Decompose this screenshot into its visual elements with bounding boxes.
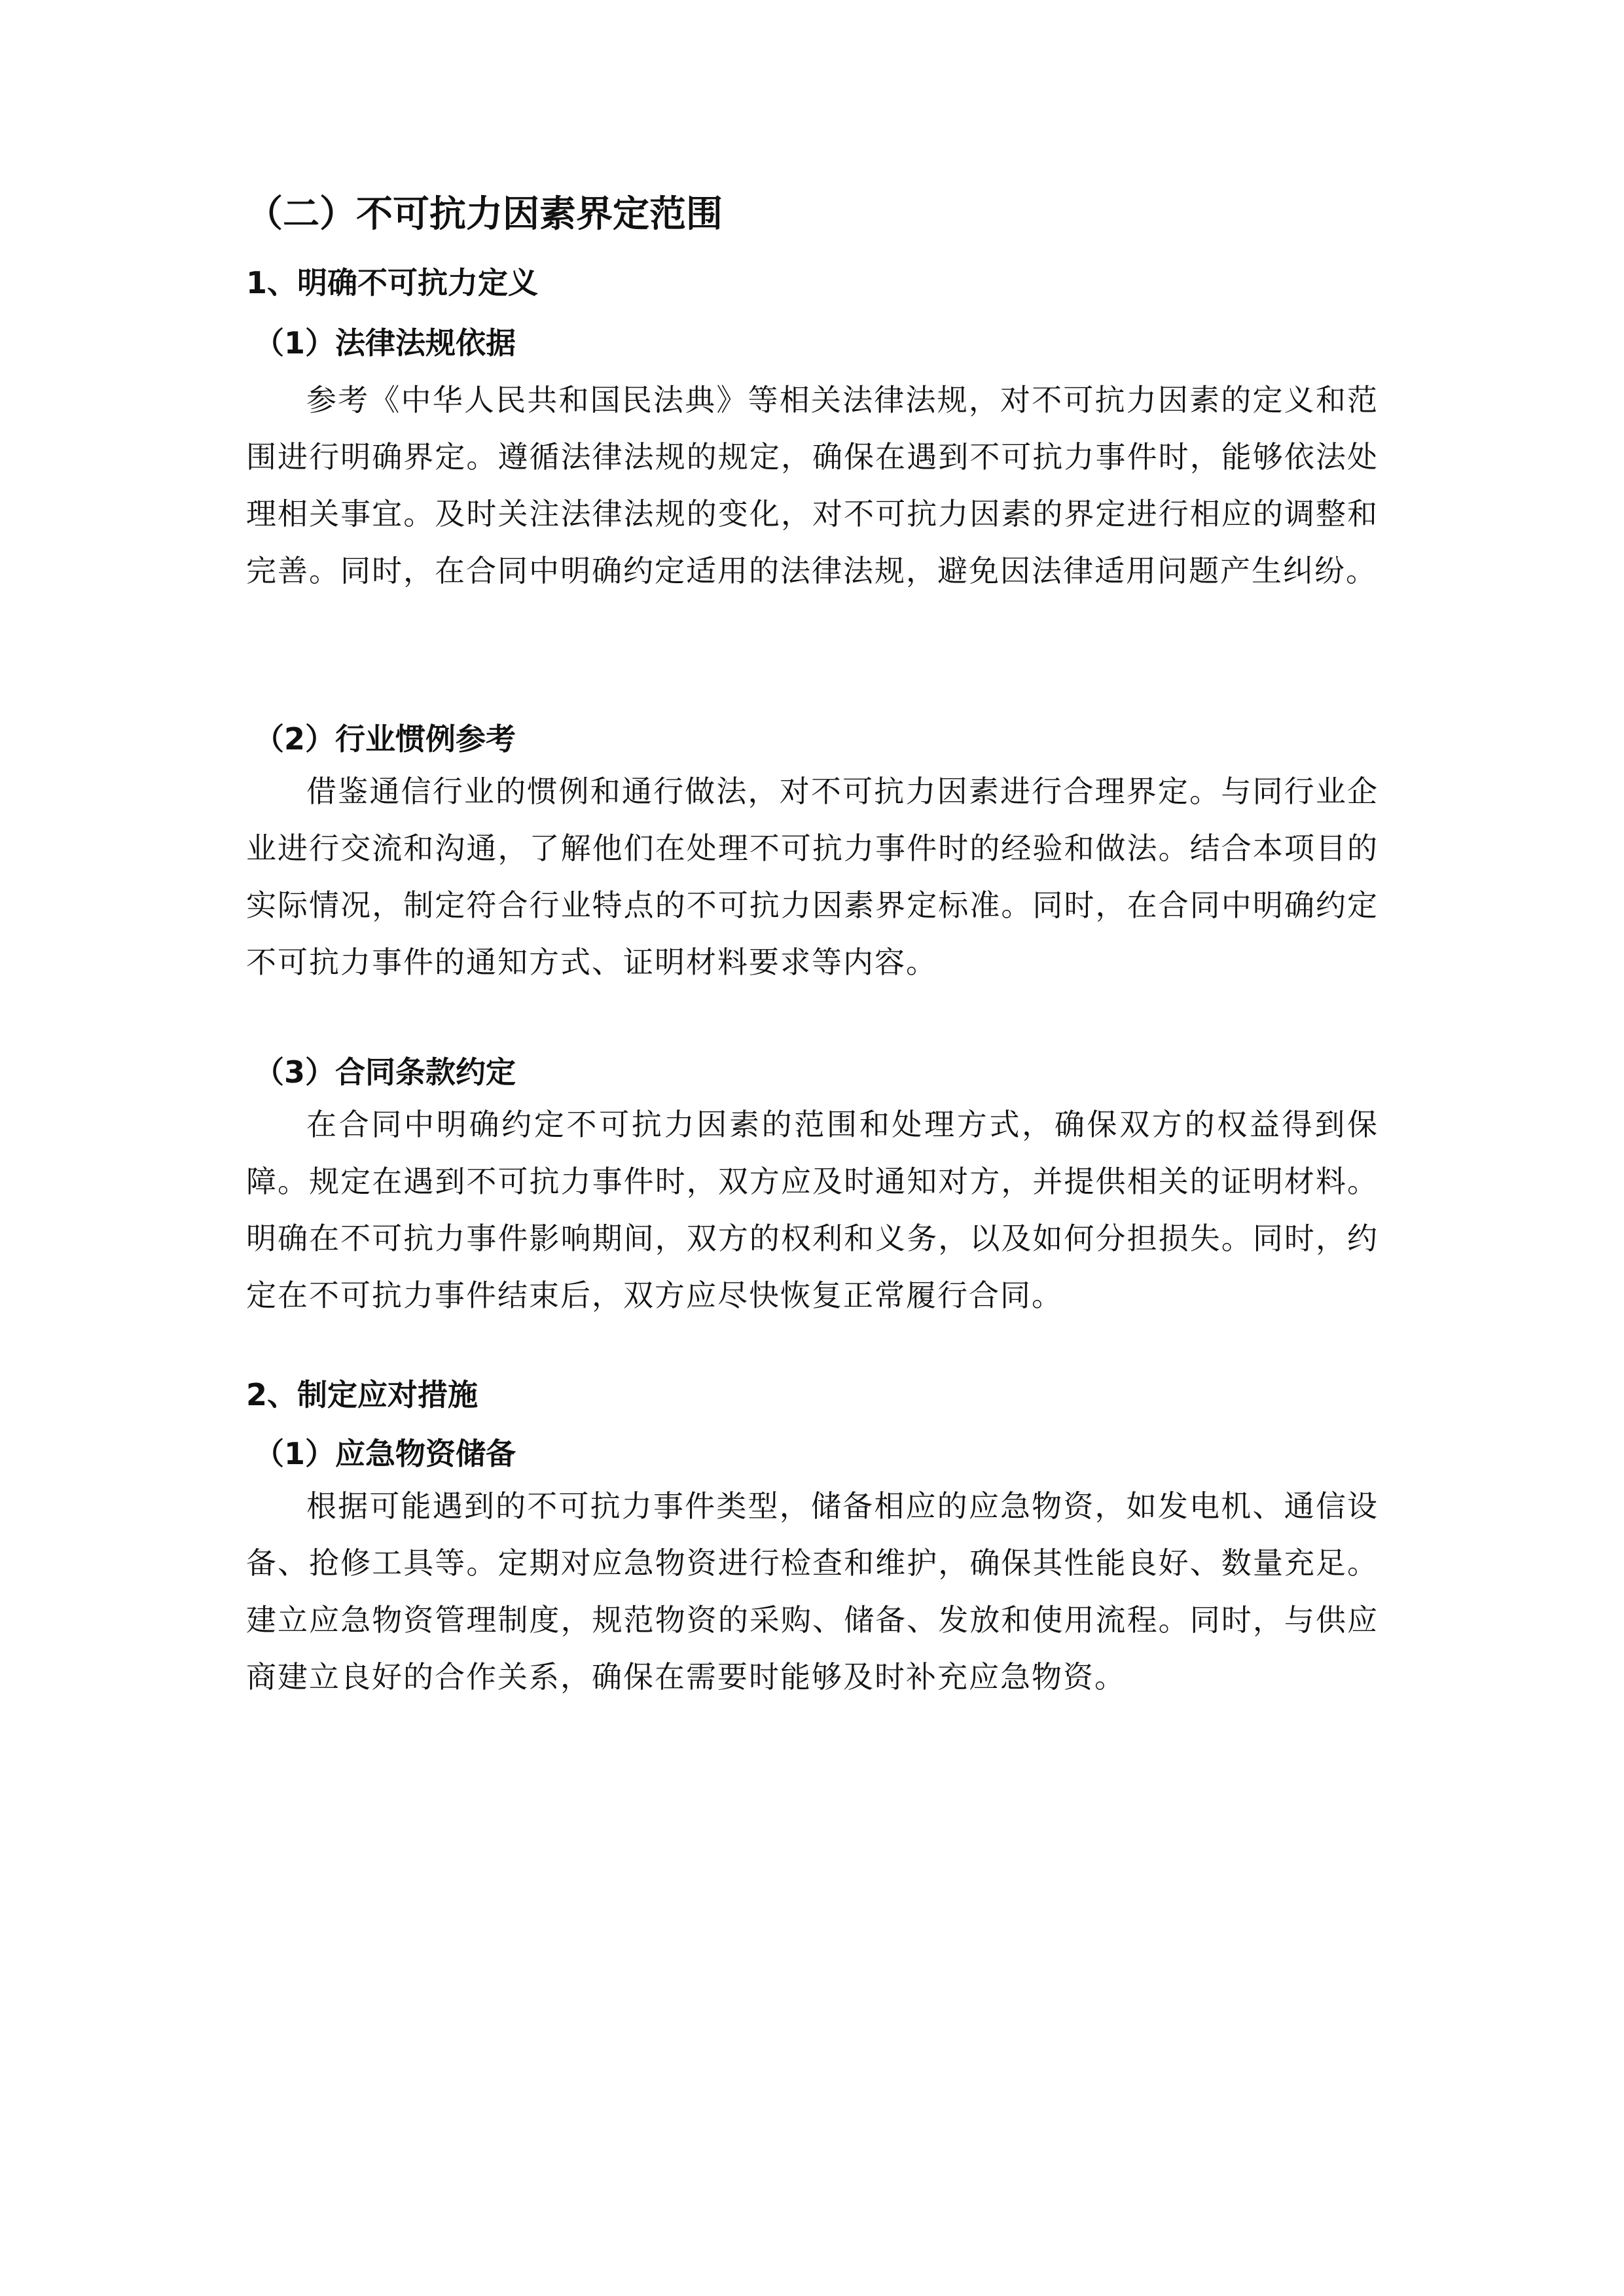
heading-response-measures: 2、制定应对措施 — [246, 1377, 478, 1412]
subheading-emergency-supplies: （1）应急物资储备 — [254, 1436, 516, 1471]
paragraph-emergency-supplies: 根据可能遇到的不可抗力事件类型，储备相应的应急物资，如发电机、通信设备、抢修工具等。定期对应急物资进行检查和维护，确保其性能良好、数量充足。建立应急物资管理制度，规范物资的采购、储备、发放和使用流程。同时，与供应商建立良好的合作关系，确保在需要时能够及时补充应急物资。 — [246, 1488, 1379, 1695]
subheading-contract-terms: （3）合同条款约定 — [254, 1054, 516, 1090]
paragraph-contract-terms: 在合同中明确约定不可抗力因素的范围和处理方式，确保双方的权益得到保障。规定在遇到不可抗力事件时，双方应及时通知对方，并提供相关的证明材料。明确在不可抗力事件影响期间，双方的权利和义务，以及如何分担损失。同时，约定在不可抗力事件结束后，双方应尽快恢复正常履行合同。 — [246, 1107, 1379, 1313]
heading-define-force-majeure: 1、明确不可抗力定义 — [246, 265, 539, 300]
subheading-legal-basis: （1）法律法规依据 — [254, 325, 516, 361]
section-title: （二）不可抗力因素界定范围 — [246, 193, 723, 236]
subheading-industry-practice: （2）行业惯例参考 — [254, 721, 516, 757]
paragraph-legal-basis: 参考《中华人民共和国民法典》等相关法律法规，对不可抗力因素的定义和范围进行明确界定。遵循法律法规的规定，确保在遇到不可抗力事件时，能够依法处理相关事宜。及时关注法律法规的变化，对不可抗力因素的界定进行相应的调整和完善。同时，在合同中明确约定适用的法律法规，避免因法律适用问题产生纠纷。 — [246, 382, 1379, 588]
paragraph-industry-practice: 借鉴通信行业的惯例和通行做法，对不可抗力因素进行合理界定。与同行业企业进行交流和沟通，了解他们在处理不可抗力事件时的经验和做法。结合本项目的实际情况，制定符合行业特点的不可抗力因素界定标准。同时，在合同中明确约定不可抗力事件的通知方式、证明材料要求等内容。 — [246, 774, 1379, 980]
